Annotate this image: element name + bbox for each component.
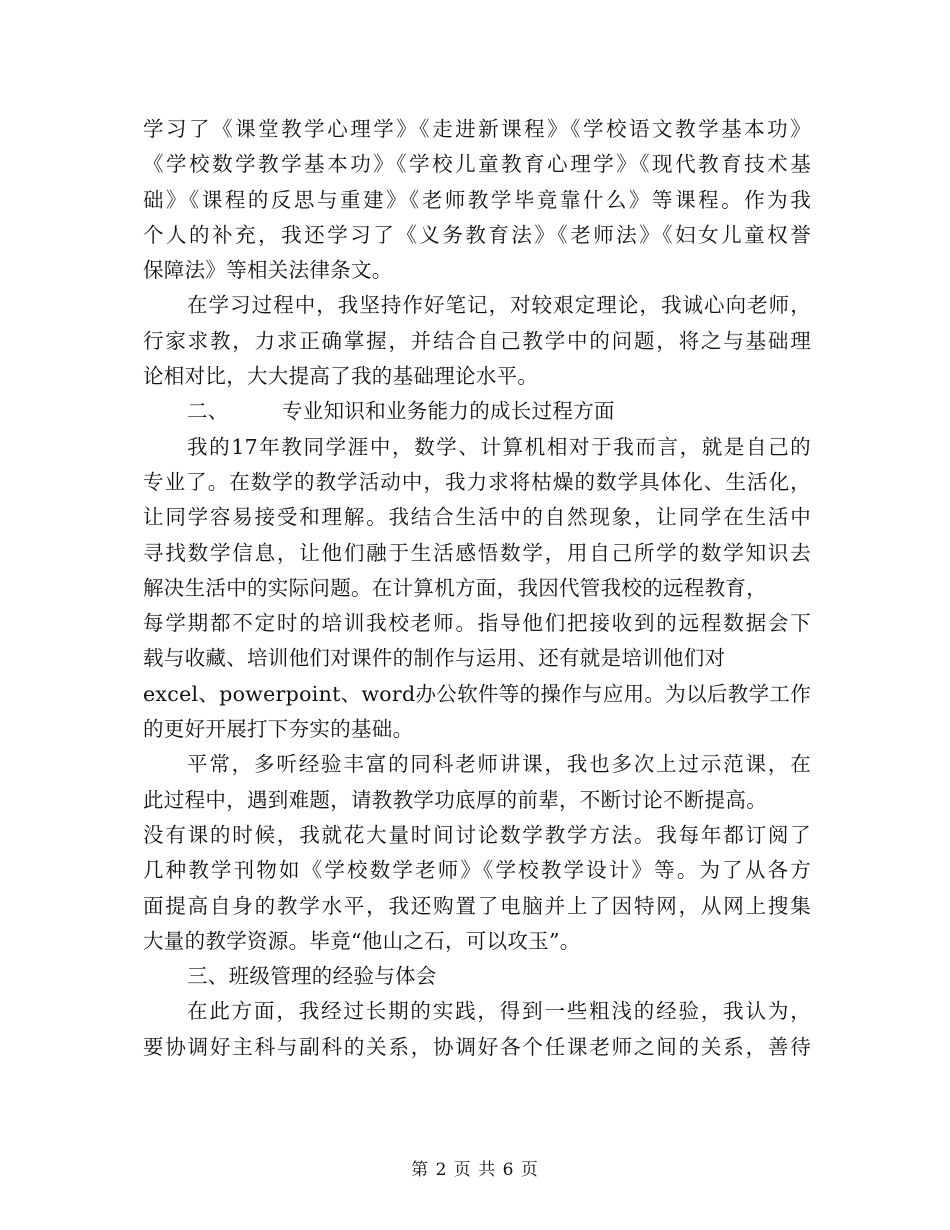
- text-line: 三、班级管理的经验与体会: [187, 964, 437, 989]
- text-line: 论相对比，大大提高了我的基础理论水平。: [143, 364, 539, 389]
- text-line: 个人的补充，我还学习了《义务教育法》《老师法》《妇女儿童权誉: [143, 222, 811, 247]
- document-body: [143, 112, 811, 1065]
- text-line: 载与收藏、培训他们对课件的制作与运用、还有就是培训他们对: [143, 646, 726, 671]
- text-line: 础》《课程的反思与重建》《老师教学毕竟靠什么》等课程。作为我: [143, 187, 811, 212]
- text-line: 要协调好主科与副科的关系，协调好各个任课老师之间的关系，善待: [143, 1034, 811, 1059]
- text-line: 寻找数学信息，让他们融于生活感悟数学，用自己所学的数学知识去: [143, 540, 811, 565]
- page-footer: 第 2 页 共 6 页: [411, 1160, 539, 1180]
- text-line: 的更好开展打下夯实的基础。: [143, 717, 414, 742]
- text-line: 在学习过程中，我坚持作好笔记，对较艰定理论，我诚心向老师，: [187, 293, 811, 318]
- text-line: 保障法》等相关法律条文。: [143, 258, 393, 283]
- text-line: 此过程中，遇到难题，请教教学功底厚的前辈，不断讨论不断提高。: [143, 787, 767, 812]
- section-heading-2: [143, 394, 811, 429]
- text-line: 《学校数学教学基本功》《学校儿童教育心理学》《现代教育技术基: [143, 152, 811, 177]
- paragraph-block-2: [143, 430, 811, 1065]
- text-line: 平常，多听经验丰富的同科老师讲课，我也多次上过示范课，在: [187, 752, 811, 777]
- text-line: 在此方面，我经过长期的实践，得到一些粗浅的经验，我认为，: [187, 999, 811, 1024]
- text-line: 每学期都不定时的培训我校老师。指导他们把接收到的远程数据会下: [143, 611, 811, 636]
- paragraph-block-1: [143, 112, 811, 394]
- text-line: 面提高自身的教学水平，我还购置了电脑并上了因特网，从网上搜集: [143, 893, 811, 918]
- text-line: 几种教学刊物如《学校数学老师》《学校教学设计》等。为了从各方: [143, 858, 811, 883]
- text-line: 让同学容易接受和理解。我结合生活中的自然现象，让同学在生活中: [143, 505, 811, 530]
- text-line: 没有课的时候，我就花大量时间讨论数学教学方法。我每年都订阅了: [143, 822, 811, 847]
- section-title: 专业知识和业务能力的成长过程方面: [282, 399, 615, 424]
- text-line: 专业了。在数学的教学活动中，我力求将枯燥的数学具体化、生活化，: [143, 469, 811, 494]
- text-line: 大量的教学资源。毕竟“他山之石，可以攻玉”。: [143, 928, 581, 953]
- text-line: 学习了《课堂教学心理学》《走进新课程》《学校语文教学基本功》: [143, 117, 811, 141]
- text-line: 我的17年教同学涯中，数学、计算机相对于我而言，就是自己的: [187, 434, 811, 459]
- text-line: 解决生活中的实际问题。在计算机方面，我因代管我校的远程教育，: [143, 575, 767, 600]
- text-line: 行家求教，力求正确掌握，并结合自己教学中的问题，将之与基础理: [143, 328, 811, 353]
- section-number: 二、: [187, 399, 229, 424]
- text-line: excel、powerpoint、word办公软件等的操作与应用。为以后教学工作: [143, 681, 811, 706]
